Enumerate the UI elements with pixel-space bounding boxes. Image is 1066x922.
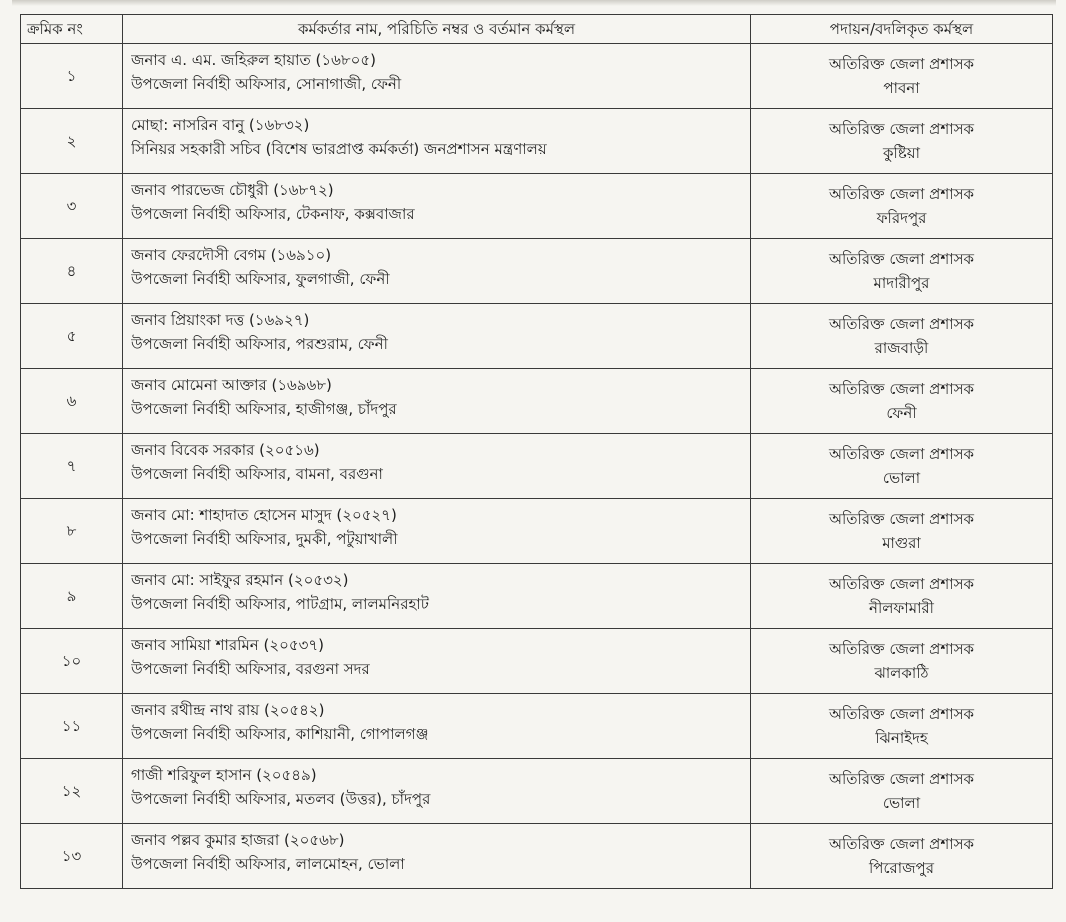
posting-cell [751, 434, 1053, 499]
new-designation: অতিরিক্ত জেলা প্রশাসক [828, 575, 975, 593]
officer-name: জনাব বিবেক সরকার (২০৫১৬) [131, 441, 320, 459]
current-workplace: উপজেলা নির্বাহী অফিসার, লালমোহন, ভোলা [131, 855, 405, 873]
posting-cell [751, 564, 1053, 629]
table-row [21, 109, 1053, 174]
current-workplace: উপজেলা নির্বাহী অফিসার, দুমকী, পটুয়াখালী [131, 530, 398, 548]
current-workplace: সিনিয়র সহকারী সচিব (বিশেষ ভারপ্রাপ্ত কর্মকর্তা) জনপ্রশাসন মন্ত্রণালয় [131, 140, 547, 158]
header-serial: ক্রমিক নং [21, 15, 123, 44]
officer-cell [123, 824, 751, 889]
table-row [21, 44, 1053, 109]
serial-cell: ১ [21, 44, 123, 109]
new-location: ঝালকাঠি [874, 664, 929, 682]
posting-cell [751, 109, 1053, 174]
table-row [21, 564, 1053, 629]
serial-cell: ৭ [21, 434, 123, 499]
officer-cell [123, 369, 751, 434]
officer-cell [123, 564, 751, 629]
table-row [21, 369, 1053, 434]
serial-cell: ১২ [21, 759, 123, 824]
new-location: মাগুরা [882, 534, 921, 552]
posting-cell [751, 304, 1053, 369]
new-location: ফরিদপুর [876, 209, 927, 227]
serial-cell: ৯ [21, 564, 123, 629]
posting-cell [751, 759, 1053, 824]
new-designation: অতিরিক্ত জেলা প্রশাসক [828, 185, 975, 203]
new-designation: অতিরিক্ত জেলা প্রশাসক [828, 445, 975, 463]
officer-name: জনাব ফেরদৌসী বেগম (১৬৯১০) [131, 246, 332, 264]
officer-name: গাজী শরিফুল হাসান (২০৫৪৯) [131, 766, 317, 784]
new-location: নীলফামারী [869, 599, 934, 617]
officer-cell [123, 44, 751, 109]
officer-cell [123, 434, 751, 499]
officer-name: জনাব এ. এম. জহিরুল হায়াত (১৬৮০৫) [131, 51, 376, 69]
officer-cell [123, 759, 751, 824]
posting-cell [751, 694, 1053, 759]
table-row [21, 434, 1053, 499]
current-workplace: উপজেলা নির্বাহী অফিসার, কাশিয়ানী, গোপালগঞ্জ [131, 725, 429, 743]
serial-cell: ১০ [21, 629, 123, 694]
posting-cell [751, 369, 1053, 434]
officer-name: মোছা: নাসরিন বানু (১৬৮৩২) [131, 116, 310, 134]
new-designation: অতিরিক্ত জেলা প্রশাসক [828, 315, 975, 333]
serial-cell: ২ [21, 109, 123, 174]
officer-name: জনাব সামিয়া শারমিন (২০৫৩৭) [131, 636, 324, 654]
officer-cell [123, 304, 751, 369]
new-location: ভোলা [882, 469, 921, 487]
page-top-edge [12, 0, 1056, 6]
new-location: ফেনী [886, 404, 917, 422]
current-workplace: উপজেলা নির্বাহী অফিসার, বামনা, বরগুনা [131, 465, 383, 483]
serial-cell: ৩ [21, 174, 123, 239]
table-row [21, 759, 1053, 824]
posting-cell [751, 44, 1053, 109]
new-designation: অতিরিক্ত জেলা প্রশাসক [828, 705, 975, 723]
table-header-row [21, 15, 1053, 44]
new-location: ভোলা [882, 794, 921, 812]
new-location: ঝিনাইদহ [875, 729, 928, 747]
new-location: মাদারীপুর [873, 274, 930, 292]
new-designation: অতিরিক্ত জেলা প্রশাসক [828, 380, 975, 398]
header-posting: পদায়ন/বদলিকৃত কর্মস্থল [751, 15, 1053, 44]
posting-table [20, 14, 1053, 889]
new-location: রাজবাড়ী [874, 339, 929, 357]
current-workplace: উপজেলা নির্বাহী অফিসার, সোনাগাজী, ফেনী [131, 75, 402, 93]
header-officer: কর্মকর্তার নাম, পরিচিতি নম্বর ও বর্তমান কর্মস্থল [123, 15, 751, 44]
officer-name: জনাব রথীন্দ্র নাথ রায় (২০৫৪২) [131, 701, 325, 719]
current-workplace: উপজেলা নির্বাহী অফিসার, বরগুনা সদর [131, 660, 370, 678]
table-body [21, 44, 1053, 889]
officer-cell [123, 109, 751, 174]
table-row [21, 824, 1053, 889]
posting-cell [751, 174, 1053, 239]
current-workplace: উপজেলা নির্বাহী অফিসার, টেকনাফ, কক্সবাজার [131, 205, 415, 223]
officer-name: জনাব মো: সাইফুর রহমান (২০৫৩২) [131, 571, 349, 589]
current-workplace: উপজেলা নির্বাহী অফিসার, মতলব (উত্তর), চাঁদপুর [131, 790, 431, 808]
current-workplace: উপজেলা নির্বাহী অফিসার, হাজীগঞ্জ, চাঁদপুর [131, 400, 397, 418]
officer-name: জনাব মো: শাহাদাত হোসেন মাসুদ (২০৫২৭) [131, 506, 397, 524]
table-row [21, 629, 1053, 694]
officer-cell [123, 239, 751, 304]
current-workplace: উপজেলা নির্বাহী অফিসার, পাটগ্রাম, লালমনিরহাট [131, 595, 429, 613]
officer-cell [123, 694, 751, 759]
serial-cell: ৪ [21, 239, 123, 304]
table-row [21, 239, 1053, 304]
officer-cell [123, 499, 751, 564]
officer-name: জনাব পল্লব কুমার হাজরা (২০৫৬৮) [131, 831, 345, 849]
officer-cell [123, 629, 751, 694]
table-row [21, 174, 1053, 239]
posting-cell [751, 629, 1053, 694]
new-designation: অতিরিক্ত জেলা প্রশাসক [828, 640, 975, 658]
new-designation: অতিরিক্ত জেলা প্রশাসক [828, 770, 975, 788]
serial-cell: ৮ [21, 499, 123, 564]
officer-name: জনাব পারভেজ চৌধুরী (১৬৮৭২) [131, 181, 334, 199]
new-location: পিরোজপুর [869, 859, 934, 877]
posting-cell [751, 824, 1053, 889]
new-designation: অতিরিক্ত জেলা প্রশাসক [828, 510, 975, 528]
table-row [21, 499, 1053, 564]
officer-name: জনাব মোমেনা আক্তার (১৬৯৬৮) [131, 376, 332, 394]
serial-cell: ৫ [21, 304, 123, 369]
posting-cell [751, 499, 1053, 564]
officer-cell [123, 174, 751, 239]
current-workplace: উপজেলা নির্বাহী অফিসার, পরশুরাম, ফেনী [131, 335, 388, 353]
new-location: পাবনা [883, 79, 920, 97]
new-designation: অতিরিক্ত জেলা প্রশাসক [828, 835, 975, 853]
posting-cell [751, 239, 1053, 304]
new-designation: অতিরিক্ত জেলা প্রশাসক [828, 55, 975, 73]
serial-cell: ১১ [21, 694, 123, 759]
new-location: কুষ্টিয়া [883, 144, 920, 162]
officer-name: জনাব প্রিয়াংকা দত্ত (১৬৯২৭) [131, 311, 310, 329]
current-workplace: উপজেলা নির্বাহী অফিসার, ফুলগাজী, ফেনী [131, 270, 390, 288]
serial-cell: ৬ [21, 369, 123, 434]
serial-cell: ১৩ [21, 824, 123, 889]
new-designation: অতিরিক্ত জেলা প্রশাসক [828, 120, 975, 138]
table-row [21, 304, 1053, 369]
new-designation: অতিরিক্ত জেলা প্রশাসক [828, 250, 975, 268]
table-row [21, 694, 1053, 759]
